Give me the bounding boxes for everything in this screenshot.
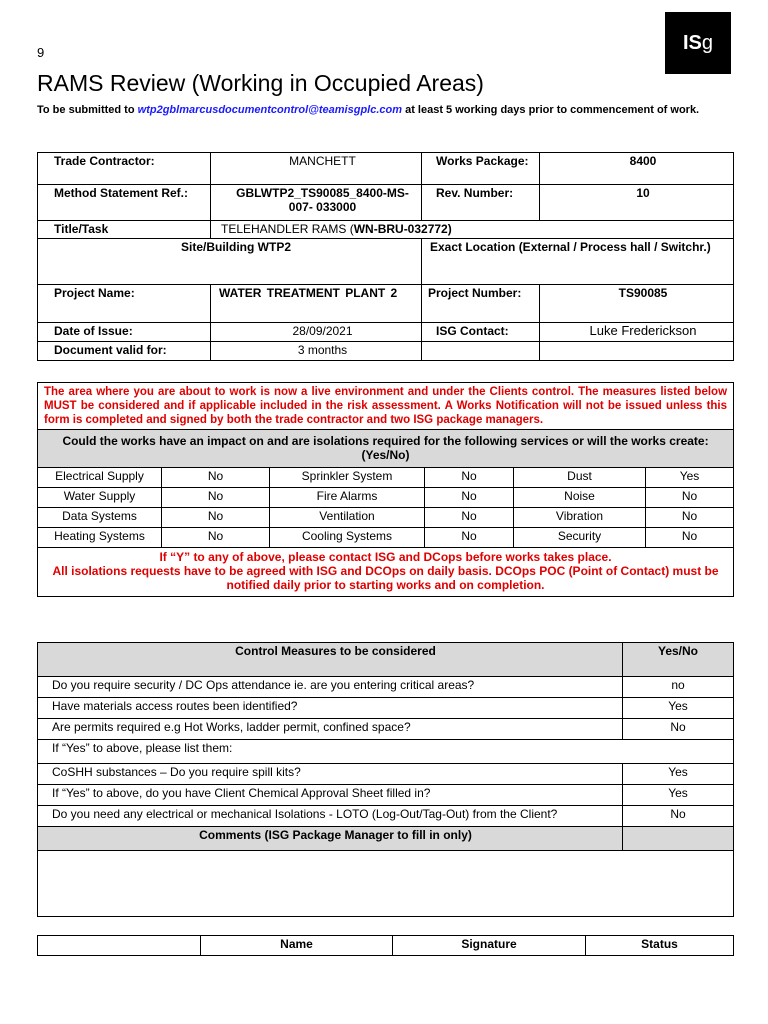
title-task-value[interactable] bbox=[211, 221, 734, 239]
control-question: Do you require security / DC Ops attendance ie. are you entering critical areas? bbox=[38, 677, 623, 698]
isg-logo bbox=[665, 12, 731, 74]
service-vibration-value[interactable]: No bbox=[646, 508, 734, 528]
method-statement-value[interactable]: GBLWTP2_TS90085_8400-MS-007- 033000 bbox=[211, 185, 422, 221]
title-task-ref: WN-BRU-032772) bbox=[353, 222, 452, 236]
title-task-text: TELEHANDLER RAMS ( bbox=[221, 222, 354, 236]
service-fire-alarms: Fire Alarms bbox=[270, 488, 425, 508]
works-package-label: Works Package: bbox=[422, 153, 540, 185]
date-of-issue-label: Date of Issue: bbox=[38, 323, 211, 342]
control-answer[interactable]: no bbox=[623, 677, 734, 698]
submission-note bbox=[37, 102, 727, 119]
empty-cell bbox=[422, 342, 540, 361]
comments-header-blank bbox=[623, 827, 734, 851]
title-task-label: Title/Task bbox=[38, 221, 211, 239]
isg-contact-value[interactable]: Luke Frederickson bbox=[540, 323, 734, 342]
control-question[interactable]: If “Yes” to above, please list them: bbox=[38, 740, 734, 764]
control-question: CoSHH substances – Do you require spill kits? bbox=[38, 764, 623, 785]
page-number: 9 bbox=[37, 45, 45, 60]
control-answer[interactable]: Yes bbox=[623, 698, 734, 719]
rev-number-label: Rev. Number: bbox=[422, 185, 540, 221]
control-question: If “Yes” to above, do you have Client Chemical Approval Sheet filled in? bbox=[38, 785, 623, 806]
comments-label: Comments (ISG Package Manager to fill in only) bbox=[38, 827, 623, 851]
project-number-value[interactable]: TS90085 bbox=[540, 285, 734, 323]
trade-contractor-label: Trade Contractor: bbox=[38, 153, 211, 185]
control-answer[interactable]: No bbox=[623, 806, 734, 827]
control-measures-table bbox=[37, 642, 734, 917]
signoff-status-header: Status bbox=[586, 936, 734, 956]
service-security-value[interactable]: No bbox=[646, 528, 734, 548]
signoff-name-header: Name bbox=[201, 936, 393, 956]
service-security: Security bbox=[514, 528, 646, 548]
service-cooling-systems-value[interactable]: No bbox=[425, 528, 514, 548]
service-ventilation: Ventilation bbox=[270, 508, 425, 528]
project-name-value[interactable]: WATER TREATMENT PLANT 2 bbox=[211, 285, 422, 323]
services-question: Could the works have an impact on and are isolations required for the following services or will the works create: (Yes/No) bbox=[38, 430, 734, 468]
service-sprinkler-system: Sprinkler System bbox=[270, 468, 425, 488]
control-answer[interactable]: Yes bbox=[623, 764, 734, 785]
service-dust-value[interactable]: Yes bbox=[646, 468, 734, 488]
signoff-table bbox=[37, 935, 734, 956]
service-vibration: Vibration bbox=[514, 508, 646, 528]
service-electrical-supply: Electrical Supply bbox=[38, 468, 162, 488]
service-heating-systems-value[interactable]: No bbox=[162, 528, 270, 548]
service-electrical-supply-value[interactable]: No bbox=[162, 468, 270, 488]
project-name-label: Project Name: bbox=[38, 285, 211, 323]
isg-contact-label: ISG Contact: bbox=[422, 323, 540, 342]
document-valid-label: Document valid for: bbox=[38, 342, 211, 361]
control-question: Do you need any electrical or mechanical Isolations - LOTO (Log-Out/Tag-Out) from the Client? bbox=[38, 806, 623, 827]
details-table bbox=[37, 152, 734, 361]
control-question: Have materials access routes been identified? bbox=[38, 698, 623, 719]
date-of-issue-value[interactable]: 28/09/2021 bbox=[211, 323, 422, 342]
logo-light: g bbox=[701, 31, 714, 54]
yes-no-header: Yes/No bbox=[623, 643, 734, 677]
signoff-signature-header: Signature bbox=[393, 936, 586, 956]
project-number-label: Project Number: bbox=[422, 285, 540, 323]
service-heating-systems: Heating Systems bbox=[38, 528, 162, 548]
page-title: RAMS Review (Working in Occupied Areas) bbox=[37, 70, 484, 96]
trade-contractor-value[interactable]: MANCHETT bbox=[211, 153, 422, 185]
signoff-role-cell bbox=[38, 936, 201, 956]
services-footer bbox=[38, 548, 734, 597]
service-noise-value[interactable]: No bbox=[646, 488, 734, 508]
control-question: Are permits required e.g Hot Works, ladder permit, confined space? bbox=[38, 719, 623, 740]
submission-suffix: at least 5 working days prior to commencement of work. bbox=[405, 104, 700, 116]
rev-number-value[interactable]: 10 bbox=[540, 185, 734, 221]
control-answer[interactable]: No bbox=[623, 719, 734, 740]
control-measures-header: Control Measures to be considered bbox=[38, 643, 623, 677]
submission-prefix: To be submitted to bbox=[37, 104, 135, 116]
works-package-value[interactable]: 8400 bbox=[540, 153, 734, 185]
empty-cell bbox=[540, 342, 734, 361]
service-sprinkler-system-value[interactable]: No bbox=[425, 468, 514, 488]
services-footer-line-1: If “Y” to any of above, please contact ISG and DCops before works takes place. bbox=[159, 550, 612, 564]
document-valid-value[interactable]: 3 months bbox=[211, 342, 422, 361]
service-noise: Noise bbox=[514, 488, 646, 508]
services-table bbox=[37, 382, 734, 597]
live-environment-warning: The area where you are about to work is now a live environment and under the Clients control. The measures listed below MUST be considered and if applicable included in the risk assessment. A Works Notification will not be issued unless this form is completed and signed by both the trade contractor and two ISG package managers. bbox=[38, 383, 734, 430]
service-fire-alarms-value[interactable]: No bbox=[425, 488, 514, 508]
service-ventilation-value[interactable]: No bbox=[425, 508, 514, 528]
exact-location-label: Exact Location (External / Process hall / Switchr.) bbox=[422, 239, 734, 285]
site-building-label: Site/Building WTP2 bbox=[38, 239, 422, 285]
service-data-systems-value[interactable]: No bbox=[162, 508, 270, 528]
services-footer-line-2: All isolations requests have to be agreed with ISG and DCOps on daily basis. DCOps POC (Point of Contact) must be notified daily prior to starting works and on completion. bbox=[52, 564, 719, 592]
control-answer[interactable]: Yes bbox=[623, 785, 734, 806]
comments-box[interactable] bbox=[38, 851, 734, 917]
submission-email-link[interactable]: wtp2gblmarcusdocumentcontrol@teamisgplc.com bbox=[137, 104, 403, 116]
service-dust: Dust bbox=[514, 468, 646, 488]
service-data-systems: Data Systems bbox=[38, 508, 162, 528]
logo-strong: IS bbox=[682, 31, 702, 54]
service-cooling-systems: Cooling Systems bbox=[270, 528, 425, 548]
service-water-supply-value[interactable]: No bbox=[162, 488, 270, 508]
service-water-supply: Water Supply bbox=[38, 488, 162, 508]
method-statement-label: Method Statement Ref.: bbox=[38, 185, 211, 221]
